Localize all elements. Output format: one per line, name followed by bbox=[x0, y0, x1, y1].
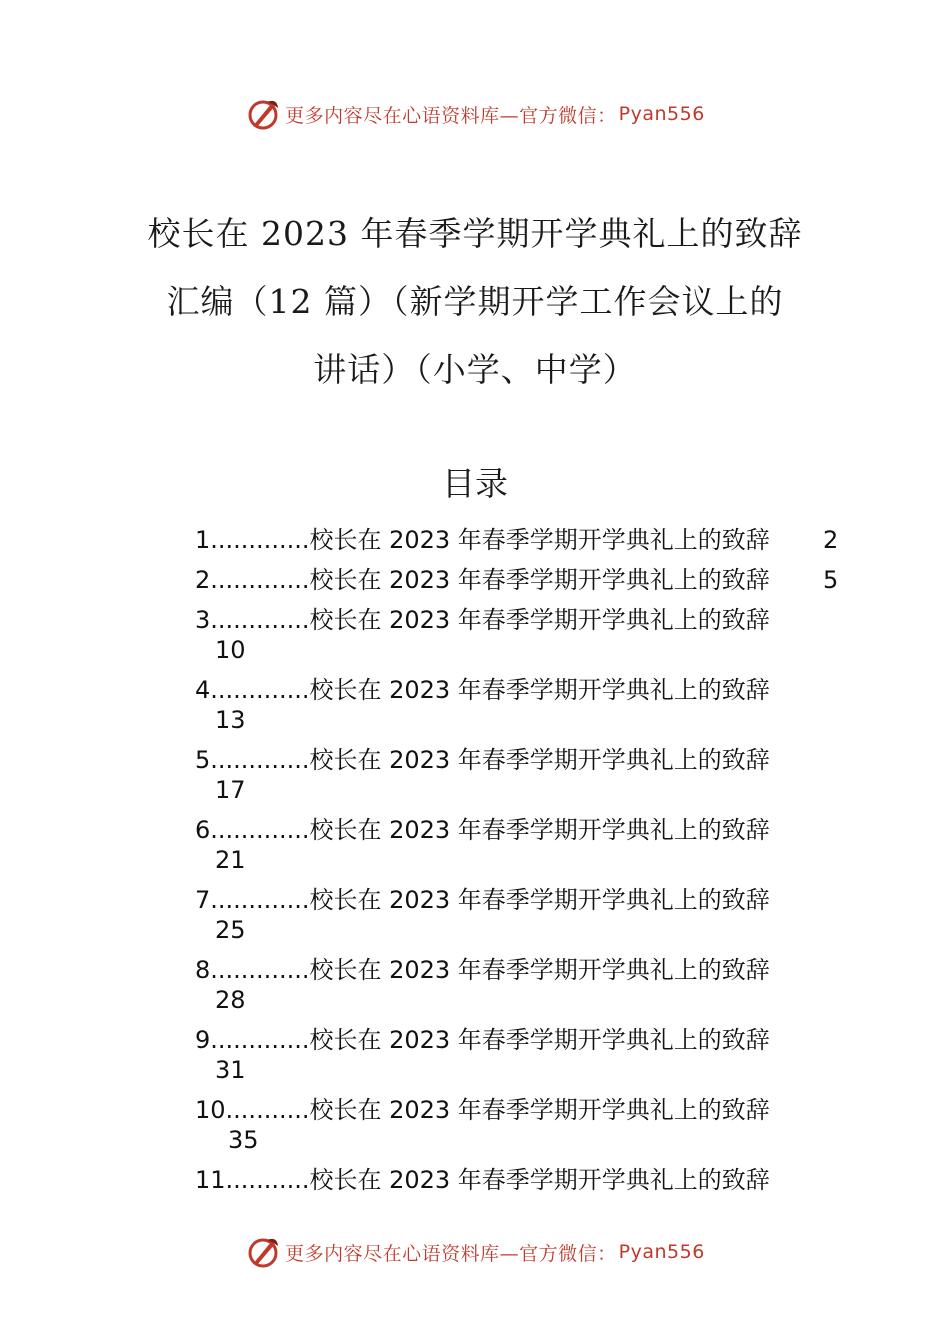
toc-item[interactable] bbox=[195, 1025, 845, 1085]
toc-entry-text bbox=[195, 956, 770, 984]
toc-page-number: 28 bbox=[215, 986, 246, 1014]
toc-page-number: 13 bbox=[215, 706, 246, 734]
toc-item[interactable] bbox=[195, 675, 845, 735]
toc-title: 校长在 2023 年春季学期开学典礼上的致辞 bbox=[309, 886, 770, 914]
toc-title: 校长在 2023 年春季学期开学典礼上的致辞 bbox=[309, 1096, 770, 1124]
footer-banner bbox=[0, 1232, 950, 1272]
banner-text: 更多内容尽在心语资料库—官方微信： bbox=[285, 104, 617, 127]
toc-entry-text bbox=[195, 676, 770, 704]
toc-page-number: 35 bbox=[228, 1126, 259, 1154]
title-line-1: 校长在 2023 年春季学期开学典礼上的致辞 bbox=[147, 214, 803, 253]
toc-item[interactable] bbox=[195, 815, 845, 875]
toc-item[interactable] bbox=[195, 525, 845, 555]
toc-title: 校长在 2023 年春季学期开学典礼上的致辞 bbox=[309, 956, 770, 984]
toc-number: 4 bbox=[195, 676, 211, 704]
toc-entry-text bbox=[195, 606, 770, 634]
toc-number: 3 bbox=[195, 606, 211, 634]
toc-item[interactable] bbox=[195, 1165, 845, 1195]
banner-handle: Pyan556 bbox=[618, 103, 705, 125]
toc-number: 10 bbox=[195, 1096, 226, 1124]
toc-item[interactable] bbox=[195, 1095, 845, 1155]
toc-number: 6 bbox=[195, 816, 211, 844]
toc-entry-text bbox=[195, 1166, 770, 1194]
toc-number: 5 bbox=[195, 746, 211, 774]
toc-heading: 目录 bbox=[442, 464, 508, 503]
toc-entry-text bbox=[195, 526, 770, 554]
toc-page-number: 2 bbox=[823, 526, 839, 554]
toc-leader-dots: ........... bbox=[225, 1166, 310, 1194]
toc-number: 9 bbox=[195, 1026, 211, 1054]
toc-entry-text bbox=[195, 746, 770, 774]
toc-title: 校长在 2023 年春季学期开学典礼上的致辞 bbox=[309, 566, 770, 594]
toc-entry-text bbox=[195, 1096, 770, 1124]
header-banner bbox=[0, 94, 950, 134]
toc-title: 校长在 2023 年春季学期开学典礼上的致辞 bbox=[309, 816, 770, 844]
toc-leader-dots: ............. bbox=[210, 526, 310, 554]
quill-pen-logo-icon bbox=[245, 96, 281, 132]
table-of-contents bbox=[195, 525, 845, 1205]
title-line-3: 讲话）（小学、中学） bbox=[313, 350, 637, 389]
toc-entry-text bbox=[195, 1026, 770, 1054]
toc-leader-dots: ............. bbox=[210, 676, 310, 704]
toc-number: 2 bbox=[195, 566, 211, 594]
toc-title: 校长在 2023 年春季学期开学典礼上的致辞 bbox=[309, 1166, 770, 1194]
toc-leader-dots: ............. bbox=[210, 956, 310, 984]
toc-leader-dots: ........... bbox=[225, 1096, 310, 1124]
toc-number: 7 bbox=[195, 886, 211, 914]
toc-number: 8 bbox=[195, 956, 211, 984]
toc-leader-dots: ............. bbox=[210, 1026, 310, 1054]
toc-page-number: 21 bbox=[215, 846, 246, 874]
toc-number: 1 bbox=[195, 526, 211, 554]
toc-item[interactable] bbox=[195, 885, 845, 945]
toc-number: 11 bbox=[195, 1166, 226, 1194]
toc-leader-dots: ............. bbox=[210, 816, 310, 844]
toc-page-number: 10 bbox=[215, 636, 246, 664]
banner-handle: Pyan556 bbox=[618, 1241, 705, 1263]
quill-pen-logo-icon bbox=[245, 1234, 281, 1270]
toc-page-number: 5 bbox=[823, 566, 839, 594]
toc-leader-dots: ............. bbox=[210, 566, 310, 594]
toc-page-number: 25 bbox=[215, 916, 246, 944]
toc-item[interactable] bbox=[195, 745, 845, 805]
toc-page-number: 31 bbox=[215, 1056, 246, 1084]
toc-page-number: 17 bbox=[215, 776, 246, 804]
toc-title: 校长在 2023 年春季学期开学典礼上的致辞 bbox=[309, 526, 770, 554]
toc-entry-text bbox=[195, 566, 770, 594]
toc-entry-text bbox=[195, 886, 770, 914]
toc-leader-dots: ............. bbox=[210, 606, 310, 634]
toc-title: 校长在 2023 年春季学期开学典礼上的致辞 bbox=[309, 606, 770, 634]
toc-entry-text bbox=[195, 816, 770, 844]
toc-leader-dots: ............. bbox=[210, 746, 310, 774]
banner-text: 更多内容尽在心语资料库—官方微信： bbox=[285, 1242, 617, 1265]
document-title bbox=[95, 200, 855, 404]
toc-leader-dots: ............. bbox=[210, 886, 310, 914]
toc-title: 校长在 2023 年春季学期开学典礼上的致辞 bbox=[309, 746, 770, 774]
toc-title: 校长在 2023 年春季学期开学典礼上的致辞 bbox=[309, 1026, 770, 1054]
toc-title: 校长在 2023 年春季学期开学典礼上的致辞 bbox=[309, 676, 770, 704]
title-line-2: 汇编（12 篇）（新学期开学工作会议上的 bbox=[166, 282, 784, 321]
toc-item[interactable] bbox=[195, 605, 845, 665]
toc-item[interactable] bbox=[195, 565, 845, 595]
toc-item[interactable] bbox=[195, 955, 845, 1015]
